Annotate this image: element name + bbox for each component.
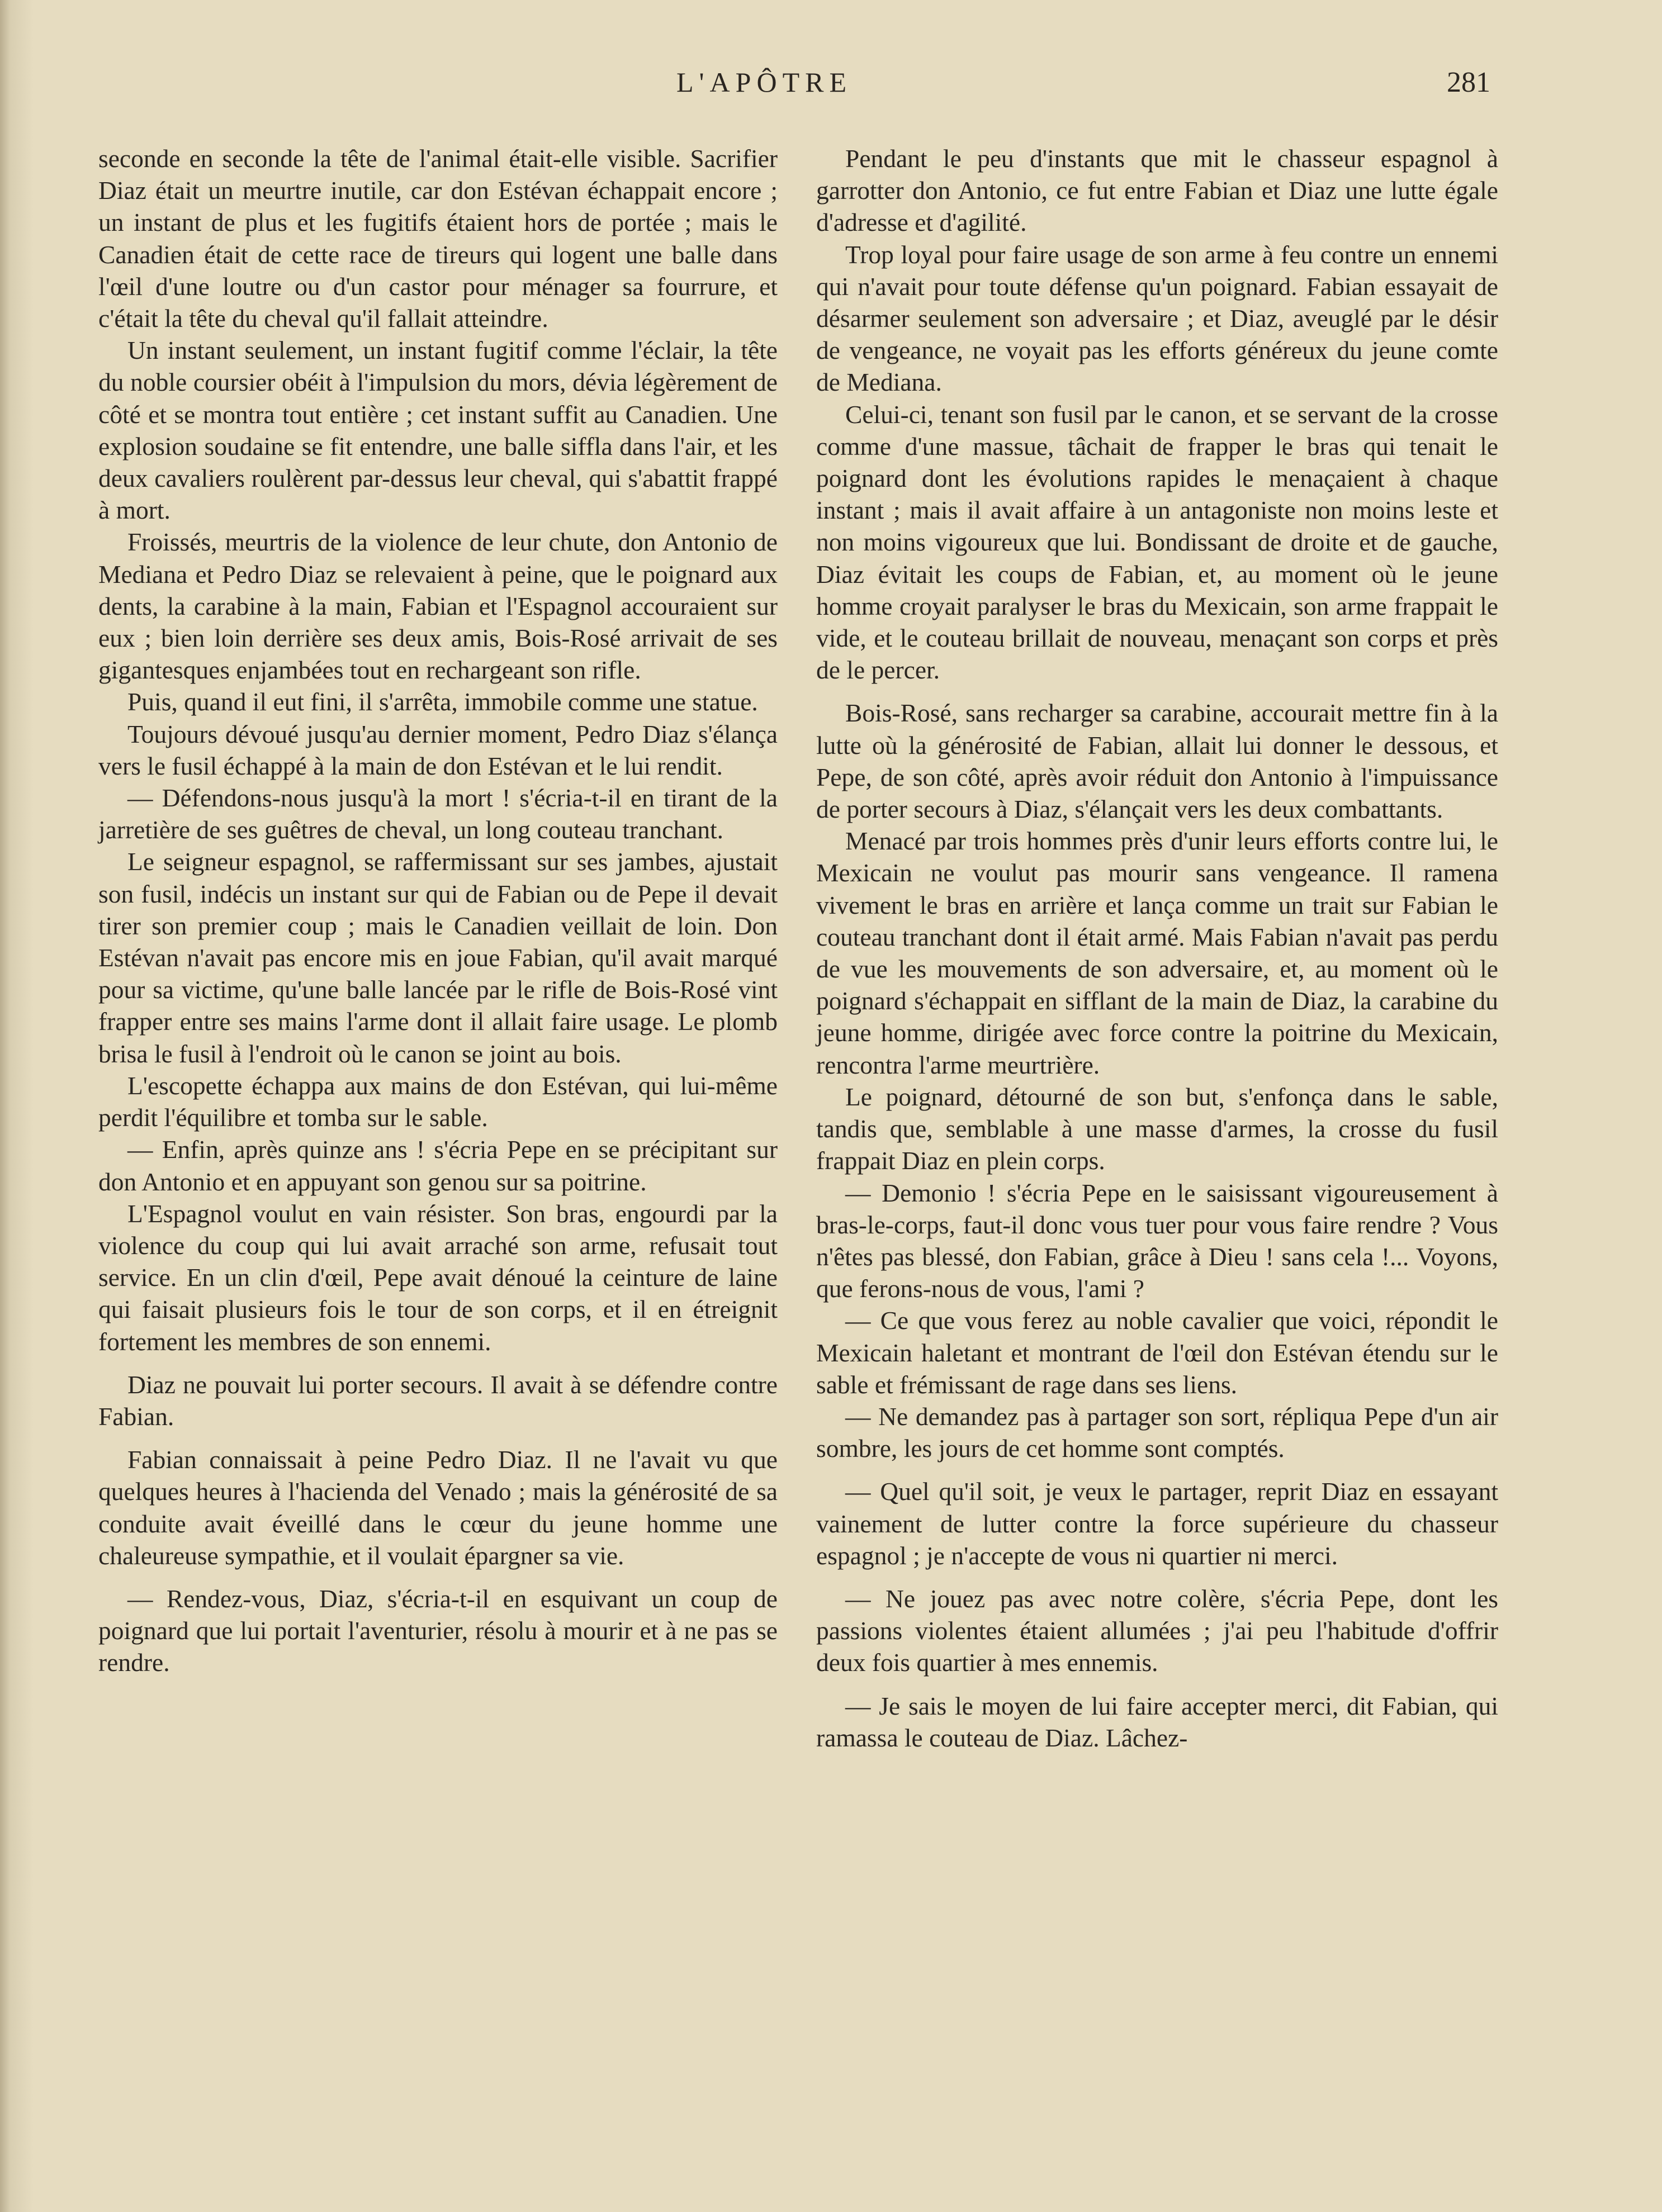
paragraph: — Demonio ! s'écria Pepe en le saisissant vigoureusement à bras-le-corps, faut-il donc vous tuer pour vous faire rendre ? Vous n'êtes pas blessé, don Fabian, grâce à Dieu ! sans cela !... Voyons, que ferons-nous de vous, l'ami ? [816,1178,1498,1303]
paragraph: — Défendons-nous jusqu'à la mort ! s'écria-t-il en tirant de la jarretière de ses guêtres de cheval, un long couteau tranchant. [98,784,778,844]
paragraph: Le seigneur espagnol, se raffermissant sur ses jambes, ajustait son fusil, indécis un instant sur qui de Fabian ou de Pepe il devait tirer son premier coup ; mais le Canadien veillait de loin. Don Estévan n'avait pas encore mis en joue Fabian, qu'il avait marqué pour sa victime, qu'une balle lancée par le rifle de Bois-Rosé vint frapper entre ses mains l'arme dont il allait faire usage. Le plomb brisa le fusil à l'endroit où le canon se joint au bois. [98,847,778,1068]
paragraph: Froissés, meurtris de la violence de leur chute, don Antonio de Mediana et Pedro Diaz se relevaient à peine, que le poignard aux dents, la carabine à la main, Fabian et l'Espagnol accouraient sur eux ; bien loin derrière ses deux amis, Bois-Rosé arrivait de ses gigantesques enjambées tout en rechargeant son rifle. [98,528,778,685]
paragraph: — Je sais le moyen de lui faire accepter merci, dit Fabian, qui ramassa le couteau de Diaz. Lâchez- [816,1691,1498,1752]
paragraph: Pendant le peu d'instants que mit le chasseur espagnol à garrotter don Antonio, ce fut entre Fabian et Diaz une lutte égale d'adresse et d'agilité. [816,144,1498,237]
paragraph: — Rendez-vous, Diaz, s'écria-t-il en esquivant un coup de poignard que lui portait l'aventurier, résolu à mourir et à ne pas se rendre. [98,1584,778,1677]
paragraph: L'escopette échappa aux mains de don Estévan, qui lui-même perdit l'équilibre et tomba sur le sable. [98,1071,778,1132]
paragraph: Fabian connaissait à peine Pedro Diaz. Il ne l'avait vu que quelques heures à l'hacienda del Venado ; mais la générosité de sa conduite avait éveillé dans le cœur du jeune homme une chaleureuse sympathie, et il voulait épargner sa vie. [98,1445,778,1570]
paragraph: — Ne demandez pas à partager son sort, répliqua Pepe d'un air sombre, les jours de cet homme sont comptés. [816,1402,1498,1463]
right-text-column [816,143,1498,1754]
paragraph: Le poignard, détourné de son but, s'enfonça dans le sable, tandis que, semblable à une masse d'armes, la crosse du fusil frappait Diaz en plein corps. [816,1082,1498,1175]
paragraph: — Enfin, après quinze ans ! s'écria Pepe en se précipitant sur don Antonio et en appuyant son genou sur sa poitrine. [98,1135,778,1196]
running-header-title: L'APÔTRE [676,67,853,98]
paragraph: Puis, quand il eut fini, il s'arrêta, immobile comme une statue. [127,687,758,716]
paragraph: Celui-ci, tenant son fusil par le canon, et se servant de la crosse comme d'une massue, tâchait de frapper le bras qui tenait le poignard dont les évolutions rapides le menaçaient à chaque instant ; mais il avait affaire à un antagoniste non moins leste et non moins vigoureux que lui. Bondissant de droite et de gauche, Diaz évitait les coups de Fabian, et, au moment où le jeune homme croyait paralyser le bras du Mexicain, son arme frappait le vide, et le couteau brillait de nouveau, menaçant son corps et près de le percer. [816,400,1498,685]
paragraph: — Ce que vous ferez au noble cavalier que voici, répondit le Mexicain haletant et montrant de l'œil don Estévan étendu sur le sable et frémissant de rage dans ses liens. [816,1306,1498,1399]
paragraph: L'Espagnol voulut en vain résister. Son bras, engourdi par la violence du coup qui lui avait arraché son arme, refusait tout service. En un clin d'œil, Pepe avait dénoué la ceinture de laine qui faisait plusieurs fois le tour de son corps, et il en étreignit fortement les membres de son ennemi. [98,1199,778,1356]
left-text-column [98,143,778,1679]
paragraph: Diaz ne pouvait lui porter secours. Il avait à se défendre contre Fabian. [98,1370,778,1431]
paragraph: Toujours dévoué jusqu'au dernier moment, Pedro Diaz s'élança vers le fusil échappé à la main de don Estévan et le lui rendit. [98,719,778,780]
page-number: 281 [1447,67,1490,98]
paragraph: Menacé par trois hommes près d'unir leurs efforts contre lui, le Mexicain ne voulut pas mourir sans vengeance. Il ramena vivement le bras en arrière et lança comme un trait sur Fabian le couteau tranchant dont il était armé. Mais Fabian n'avait pas perdu de vue les mouvements de son adversaire, et, au moment où le poignard s'échappait en sifflant de la main de Diaz, la carabine du jeune homme, dirigée avec force contre la poitrine du Mexicain, rencontra l'arme meurtrière. [816,827,1498,1079]
paragraph: seconde en seconde la tête de l'animal était-elle visible. Sacrifier Diaz était un meurtre inutile, car don Estévan échappait encore ; un instant de plus et les fugitifs étaient hors de portée ; mais le Canadien était de cette race de tireurs qui logent une balle dans l'œil d'une loutre ou d'un castor pour ménager sa fourrure, et c'était la tête du cheval qu'il fallait atteindre. [98,144,778,333]
paragraph: Trop loyal pour faire usage de son arme à feu contre un ennemi qui n'avait pour toute défense qu'un poignard. Fabian essayait de désarmer seulement son adversaire ; et Diaz, aveuglé par le désir de vengeance, ne voyait pas les efforts généreux du jeune comte de Mediana. [816,240,1498,397]
paragraph: — Quel qu'il soit, je veux le partager, reprit Diaz en essayant vainement de lutter contre la force supérieure du chasseur espagnol ; je n'accepte de vous ni quartier ni merci. [816,1477,1498,1570]
paragraph: Bois-Rosé, sans recharger sa carabine, accourait mettre fin à la lutte où la générosité de Fabian, allait lui donner le dessous, et Pepe, de son côté, après avoir réduit don Antonio à l'impuissance de porter secours à Diaz, s'élançait vers les deux combattants. [816,699,1498,824]
paragraph: — Ne jouez pas avec notre colère, s'écria Pepe, dont les passions violentes étaient allumées ; j'ai peu l'habitude d'offrir deux fois quartier à mes ennemis. [816,1584,1498,1677]
paragraph: Un instant seulement, un instant fugitif comme l'éclair, la tête du noble coursier obéit à l'impulsion du mors, dévia légèrement de côté et se montra tout entière ; cet instant suffit au Canadien. Une explosion soudaine se fit entendre, une balle siffla dans l'air, et les deux cavaliers roulèrent par-dessus leur cheval, qui s'abattit frappé à mort. [98,336,778,525]
